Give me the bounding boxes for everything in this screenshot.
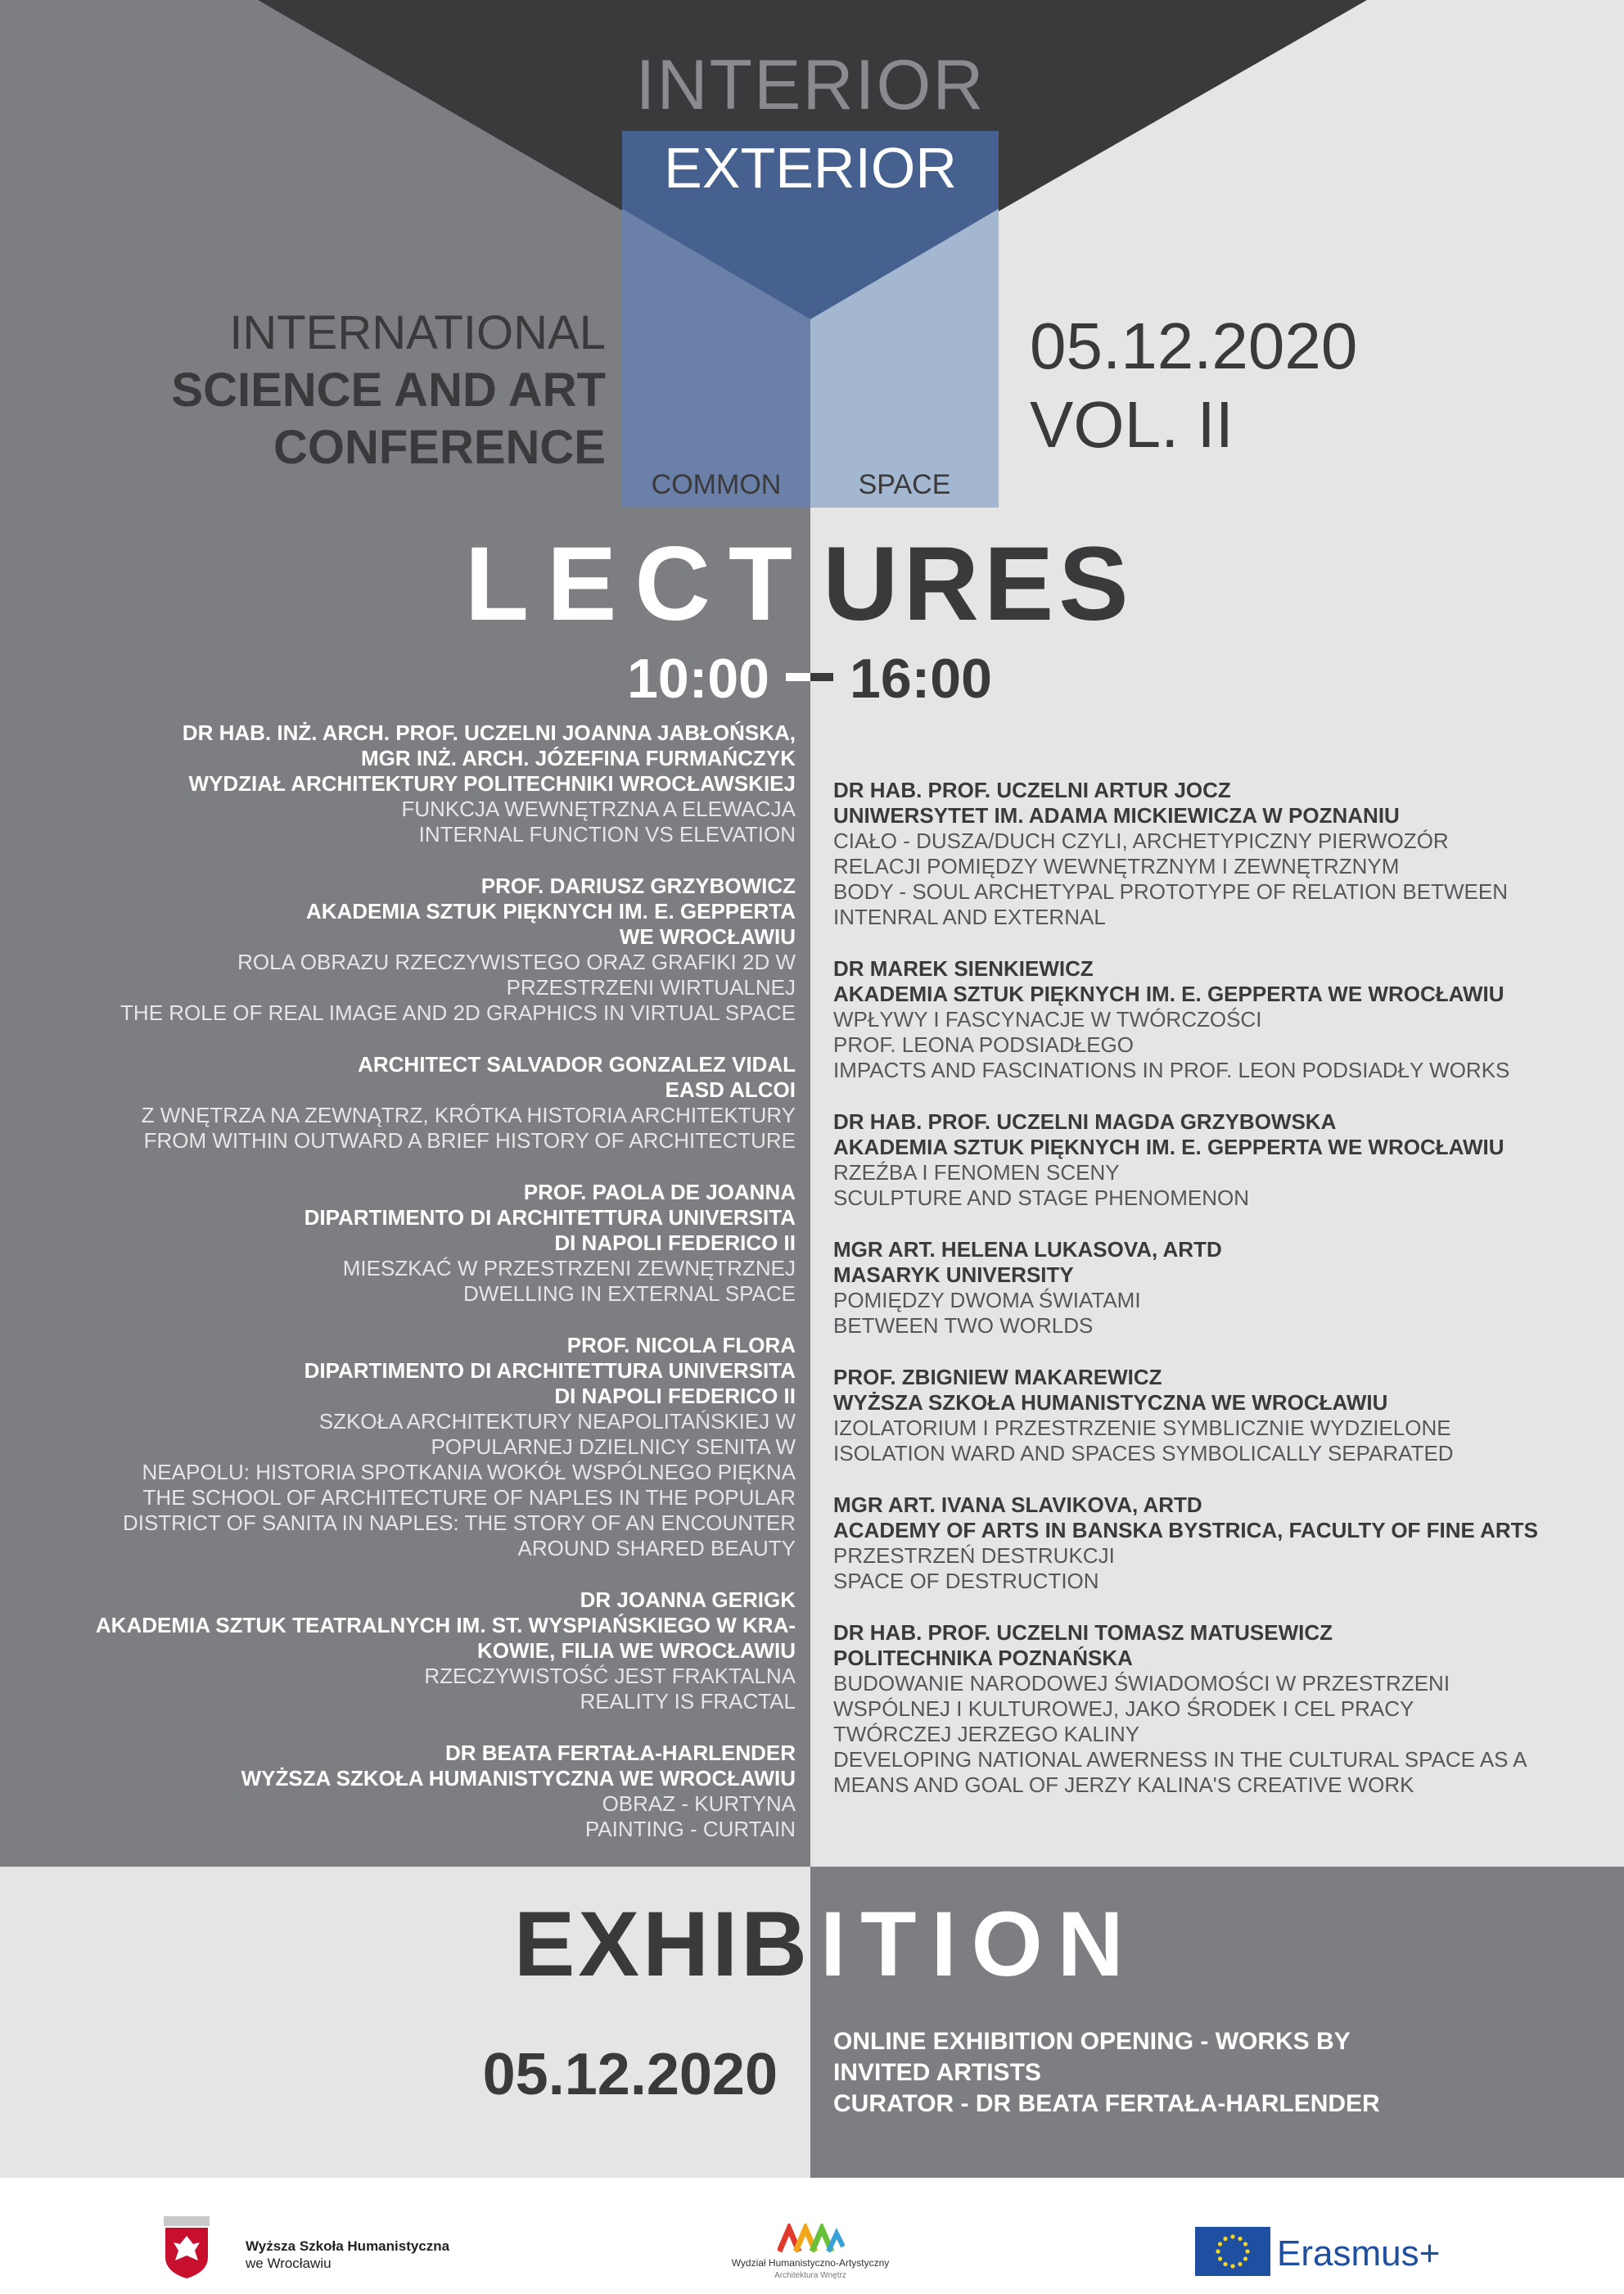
lecture-entry: [49, 720, 796, 847]
lecture-title-line: PRZESTRZEŃ DESTRUKCJI: [833, 1543, 1115, 1568]
lecturer-name-line: AKADEMIA SZTUK PIĘKNYCH IM. E. GEPPERTA: [305, 899, 796, 923]
conference-date: 05.12.2020: [1030, 309, 1358, 382]
lecture-entry: [833, 1365, 1595, 1466]
wha-name: [704, 2257, 917, 2282]
exhibition-info-line: ONLINE EXHIBITION OPENING - WORKS BY: [833, 2028, 1351, 2055]
lecturer-name-line: AKADEMIA SZTUK TEATRALNYCH IM. ST. WYSPIAŃSKIEGO W KRA-: [95, 1613, 796, 1637]
lecture-title-line: RELACJI POMIĘDZY WEWNĘTRZNYM I ZEWNĘTRZNYM: [833, 854, 1400, 878]
lectures-title-right: URES: [823, 526, 1134, 643]
lecturer-name-line: WE WROCŁAWIU: [619, 924, 796, 949]
interior-title: INTERIOR: [635, 46, 986, 124]
lecturer-name-line: PROF. ZBIGNIEW MAKAREWICZ: [833, 1365, 1162, 1389]
lecture-entry: [833, 1492, 1595, 1594]
lecturer-name-line: MGR ART. IVANA SLAVIKOVA, ARTD: [833, 1492, 1202, 1517]
lecturer-name-line: WYDZIAŁ ARCHITEKTURY POLITECHNIKI WROCŁAWSKIEJ: [188, 771, 796, 796]
lecture-title-line: OBRAZ - KURTYNA: [602, 1791, 796, 1816]
lecture-entry: [49, 1333, 796, 1561]
lecturer-name-line: UNIWERSYTET IM. ADAMA MICKIEWICZA W POZNANIU: [833, 803, 1400, 828]
lecture-title-line: BODY - SOUL ARCHETYPAL PROTOTYPE OF RELATION BETWEEN: [833, 879, 1508, 904]
conference-title-line1: INTERNATIONAL: [229, 306, 606, 359]
lectures-time-end: 16:00: [850, 648, 992, 710]
lecture-entry: [49, 1052, 796, 1154]
conference-title: [65, 305, 606, 476]
lecture-title-line: POMIĘDZY DWOMA ŚWIATAMI: [833, 1288, 1141, 1312]
lecturer-name-line: PROF. PAOLA DE JOANNA: [523, 1180, 796, 1204]
exhibition-title-right: ITION: [820, 1893, 1139, 1995]
lecture-title-line: REALITY IS FRACTAL: [580, 1689, 796, 1714]
lecture-title-line: THE SCHOOL OF ARCHITECTURE OF NAPLES IN THE POPULAR: [142, 1485, 796, 1510]
eu-flag-icon: [1195, 2227, 1270, 2276]
lecturer-name-line: DR MAREK SIENKIEWICZ: [833, 956, 1094, 981]
wha-name-line1: Wydział Humanistyczno-Artystyczny: [731, 2257, 890, 2269]
time-dash-left: [786, 673, 812, 681]
exhibition-info-line: INVITED ARTISTS: [833, 2059, 1041, 2086]
lecturer-name-line: MGR ART. HELENA LUKASOVA, ARTD: [833, 1237, 1222, 1262]
wha-mark-icon: [778, 2224, 845, 2253]
lecturer-name-line: DR HAB. PROF. UCZELNI TOMASZ MATUSEWICZ: [833, 1620, 1333, 1645]
conference-volume: VOL. II: [1030, 388, 1234, 461]
lecturer-name-line: DI NAPOLI FEDERICO II: [554, 1231, 796, 1255]
lecturer-name-line: AKADEMIA SZTUK PIĘKNYCH IM. E. GEPPERTA WE WROCŁAWIU: [833, 1135, 1504, 1159]
lecturer-name-line: DIPARTIMENTO DI ARCHITETTURA UNIVERSITA: [304, 1358, 796, 1383]
lecture-title-line: FROM WITHIN OUTWARD A BRIEF HISTORY OF ARCHITECTURE: [143, 1128, 796, 1153]
exterior-title: EXTERIOR: [664, 136, 957, 200]
wsh-logo: [160, 2215, 213, 2284]
wsh-crest-icon: [160, 2215, 213, 2280]
erasmus-label: Erasmus+: [1277, 2233, 1441, 2274]
lecture-entry: [833, 956, 1595, 1083]
lecture-title-line: IZOLATORIUM I PRZESTRZENIE SYMBLICZNIE WYDZIELONE: [833, 1416, 1451, 1440]
lecture-title-line: IMPACTS AND FASCINATIONS IN PROF. LEON PODSIADŁY WORKS: [833, 1058, 1510, 1082]
lecture-entry: [49, 874, 796, 1026]
lecture-entry: [833, 1237, 1595, 1339]
lecture-entry: [49, 1587, 796, 1714]
lecturer-name-line: WYŻSZA SZKOŁA HUMANISTYCZNA WE WROCŁAWIU: [241, 1766, 796, 1790]
common-label: COMMON: [651, 469, 782, 500]
wha-name-line2: Architektura Wnętrz: [774, 2271, 846, 2280]
lectures-time-start: 10:00: [627, 648, 769, 710]
lecture-title-line: CIAŁO - DUSZA/DUCH CZYLI, ARCHETYPICZNY PIERWOZÓR: [833, 829, 1449, 853]
lecturer-name-line: MASARYK UNIVERSITY: [833, 1262, 1074, 1287]
lecture-title-line: DWELLING IN EXTERNAL SPACE: [463, 1281, 796, 1306]
lecture-entry: [833, 1620, 1595, 1798]
lecture-title-line: DEVELOPING NATIONAL AWERNESS IN THE CULTURAL SPACE AS A: [833, 1747, 1527, 1772]
wha-logo: [778, 2224, 845, 2257]
lecture-title-line: AROUND SHARED BEAUTY: [517, 1536, 796, 1560]
exhibition-info: [833, 2026, 1586, 2120]
lectures-right-column: [833, 778, 1595, 1824]
lecture-title-line: MEANS AND GOAL OF JERZY KALINA'S CREATIVE WORK: [833, 1772, 1414, 1797]
conference-date-block: [1030, 307, 1357, 464]
lecturer-name-line: EASD ALCOI: [665, 1077, 796, 1102]
lectures-left-column: [49, 720, 796, 1868]
lecturer-name-line: MGR INŻ. ARCH. JÓZEFINA FURMAŃCZYK: [360, 746, 796, 770]
lecturer-name-line: DR JOANNA GERIGK: [580, 1587, 796, 1612]
lecture-title-line: PRZESTRZENI WIRTUALNEJ: [506, 975, 796, 1000]
lecture-title-line: WSPÓLNEJ I KULTUROWEJ, JAKO ŚRODEK I CEL PRACY: [833, 1696, 1414, 1721]
lecturer-name-line: WYŻSZA SZKOŁA HUMANISTYCZNA WE WROCŁAWIU: [833, 1390, 1388, 1415]
lecture-entry: [49, 1180, 796, 1307]
lecture-title-line: SPACE OF DESTRUCTION: [833, 1569, 1099, 1593]
wsh-name-line2: we Wrocławiu: [246, 2256, 332, 2271]
lecturer-name-line: DR HAB. PROF. UCZELNI ARTUR JOCZ: [833, 778, 1231, 802]
lecture-title-line: ROLA OBRAZU RZECZYWISTEGO ORAZ GRAFIKI 2D W: [237, 950, 796, 974]
lecture-title-line: INTENRAL AND EXTERNAL: [833, 905, 1106, 929]
wsh-name-line1: Wyższa Szkoła Humanistyczna: [246, 2238, 450, 2254]
lecture-title-line: NEAPOLU: HISTORIA SPOTKANIA WOKÓŁ WSPÓLNEGO PIĘKNA: [142, 1460, 796, 1484]
exhibition-info-line: CURATOR - DR BEATA FERTAŁA-HARLENDER: [833, 2090, 1380, 2117]
lecture-title-line: BETWEEN TWO WORLDS: [833, 1313, 1094, 1338]
lecture-entry: [833, 1109, 1595, 1211]
lecturer-name-line: DR HAB. PROF. UCZELNI MAGDA GRZYBOWSKA: [833, 1109, 1337, 1134]
lecturer-name-line: DR BEATA FERTAŁA-HARLENDER: [445, 1741, 796, 1765]
lecturer-name-line: DI NAPOLI FEDERICO II: [554, 1384, 796, 1408]
lecturer-name-line: PROF. NICOLA FLORA: [566, 1333, 796, 1357]
lecture-title-line: WPŁYWY I FASCYNACJE W TWÓRCZOŚCI: [833, 1007, 1262, 1032]
lecture-title-line: INTERNAL FUNCTION VS ELEVATION: [418, 822, 796, 847]
lecture-title-line: SCULPTURE AND STAGE PHENOMENON: [833, 1185, 1250, 1210]
exhibition-date: 05.12.2020: [482, 2042, 778, 2107]
lecturer-name-line: ARCHITECT SALVADOR GONZALEZ VIDAL: [358, 1052, 796, 1077]
lecture-title-line: Z WNĘTRZA NA ZEWNĄTRZ, KRÓTKA HISTORIA ARCHITEKTURY: [141, 1103, 796, 1127]
lecture-entry: [833, 778, 1595, 930]
lecturer-name-line: KOWIE, FILIA WE WROCŁAWIU: [477, 1638, 796, 1663]
lecturer-name-line: DIPARTIMENTO DI ARCHITETTURA UNIVERSITA: [304, 1205, 796, 1230]
lecture-title-line: TWÓRCZEJ JERZEGO KALINY: [833, 1722, 1140, 1746]
exhibition-title-left: EXHIB: [513, 1893, 810, 1995]
lecture-title-line: PROF. LEONA PODSIADŁEGO: [833, 1032, 1134, 1057]
conference-title-line3: CONFERENCE: [273, 421, 606, 474]
lecture-title-line: BUDOWANIE NARODOWEJ ŚWIADOMOŚCI W PRZESTRZENI: [833, 1671, 1450, 1696]
wsh-name: [246, 2238, 449, 2272]
lecture-title-line: FUNKCJA WEWNĘTRZNA A ELEWACJA: [401, 797, 796, 821]
lecture-title-line: SZKOŁA ARCHITEKTURY NEAPOLITAŃSKIEJ W: [318, 1409, 796, 1434]
lecturer-name-line: POLITECHNIKA POZNAŃSKA: [833, 1646, 1133, 1670]
lecture-title-line: RZEŹBA I FENOMEN SCENY: [833, 1160, 1120, 1185]
lecturer-name-line: AKADEMIA SZTUK PIĘKNYCH IM. E. GEPPERTA WE WROCŁAWIU: [833, 982, 1504, 1006]
lecture-title-line: DISTRICT OF SANITA IN NAPLES: THE STORY OF AN ENCOUNTER: [122, 1511, 796, 1535]
lecture-title-line: THE ROLE OF REAL IMAGE AND 2D GRAPHICS IN VIRTUAL SPACE: [120, 1000, 796, 1025]
lecture-title-line: MIESZKAĆ W PRZESTRZENI ZEWNĘTRZNEJ: [342, 1256, 796, 1280]
space-label: SPACE: [858, 469, 951, 500]
lecture-entry: [49, 1741, 796, 1842]
lecture-title-line: RZECZYWISTOŚĆ JEST FRAKTALNA: [424, 1664, 796, 1688]
time-dash-right: [810, 673, 833, 681]
lecture-title-line: POPULARNEJ DZIELNICY SENITA W: [431, 1434, 796, 1459]
lectures-title-left: LECT: [464, 526, 810, 643]
lecturer-name-line: ACADEMY OF ARTS IN BANSKA BYSTRICA, FACULTY OF FINE ARTS: [833, 1518, 1538, 1542]
conference-title-line2: SCIENCE AND ART: [171, 364, 606, 417]
lecture-title-line: PAINTING - CURTAIN: [584, 1817, 796, 1841]
lecture-title-line: ISOLATION WARD AND SPACES SYMBOLICALLY SEPARATED: [833, 1441, 1454, 1465]
lecturer-name-line: PROF. DARIUSZ GRZYBOWICZ: [480, 874, 796, 898]
lecturer-name-line: DR HAB. INŻ. ARCH. PROF. UCZELNI JOANNA JABŁOŃSKA,: [182, 720, 796, 745]
